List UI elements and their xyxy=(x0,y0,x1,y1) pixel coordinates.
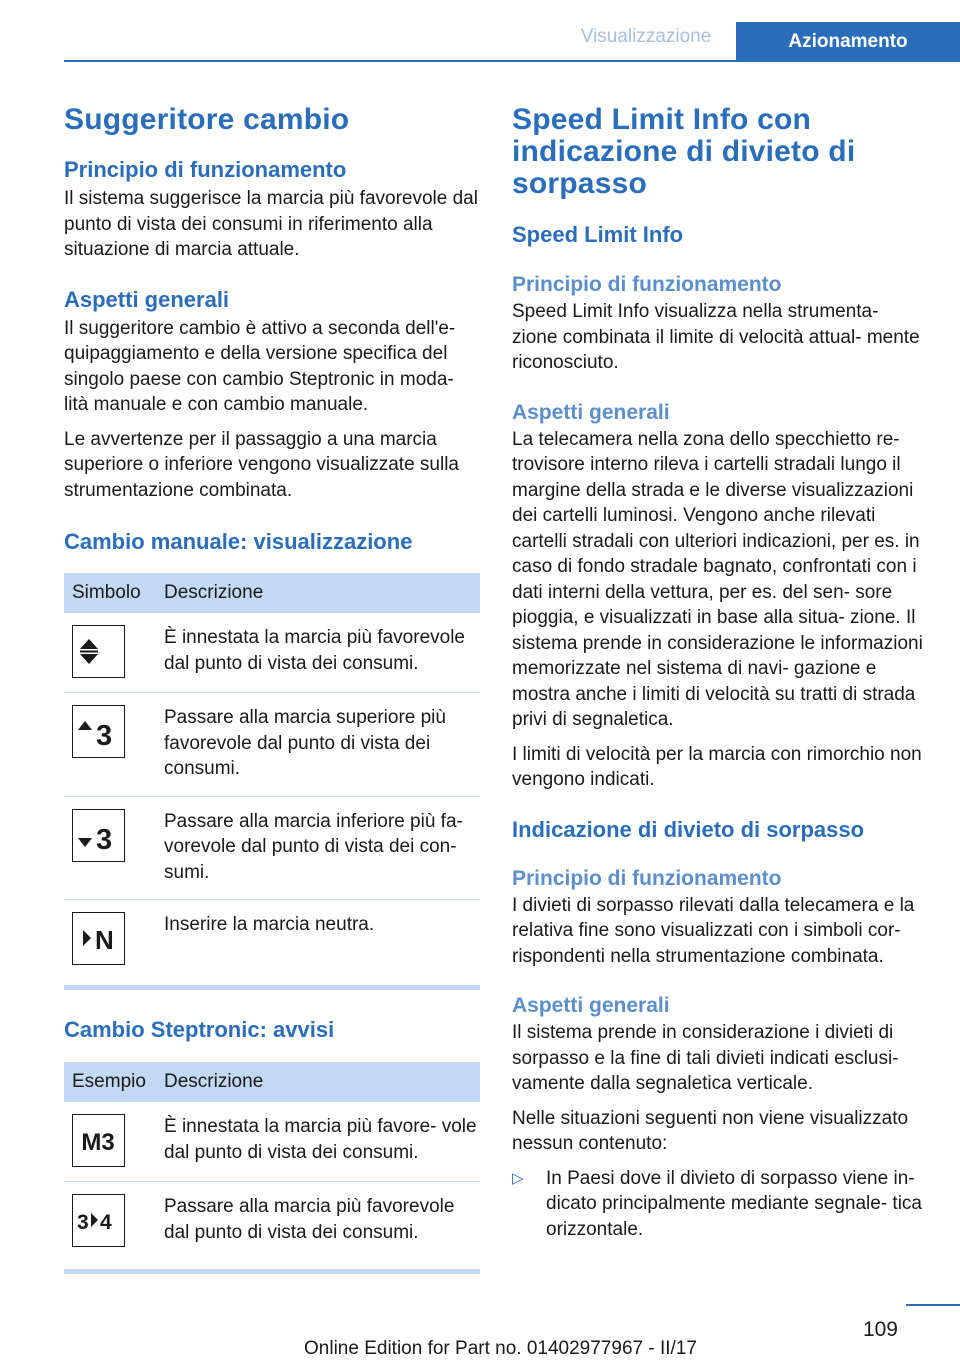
table-row xyxy=(64,796,480,900)
page-header xyxy=(0,0,960,62)
manuale-col-simbolo: Simbolo xyxy=(64,573,156,613)
header-rule xyxy=(64,60,960,62)
steptronic-row-2-text: Passare alla marcia più favorevole dal punto di vista dei consumi. xyxy=(164,1196,455,1243)
manuale-row-1-text: È innestata la marcia più favorevole dal punto di vista dei consumi. xyxy=(156,613,480,693)
tab-azionamento[interactable]: Azionamento xyxy=(736,22,960,62)
heading-aspetti-sli: Aspetti generali xyxy=(512,400,670,424)
tab-visualizzazione[interactable]: Visualizzazione xyxy=(580,26,712,47)
principio-text: Il sistema suggerisce la marcia più favorevole dal punto di vista dei consumi in riferimento alla situazione di marcia attuale. xyxy=(64,188,478,260)
aspetti-sli-text-1: La telecamera nella zona dello specchietto re- trovisore interno rileva i cartelli stradali lungo il margine della strada e le diverse visualizzazioni dei cartelli luminosi. Vengono anche rilevati cartelli stradali con ulteriori indicazioni, per es. in caso di fondo stradale bagnato, confrontati con i dati interni della vettura, per es. del sen- sore pioggia, e visualizzati in base alla situa- zione. Il sistema prende in considerazione le informazioni memorizzate nel sistema di navi- gazione e mostra anche i limiti di velocità su tratti di strada privi di segnaletica. xyxy=(512,428,923,730)
manuale-col-descrizione: Descrizione xyxy=(156,573,480,613)
aspetti-text-1: Il suggeritore cambio è attivo a seconda dell'e- quipaggiamento e della versione specifica del singolo paese con cambio Steptronic in moda- lità manuale e con cambio manuale. xyxy=(64,317,456,415)
shift-up-3-label: 3 xyxy=(96,720,113,752)
principio-divieto-text: I divieti di sorpasso rilevati dalla telecamera e la relativa fine sono visualizzati con i simboli cor- rispondenti nella strumentazione combinata. xyxy=(512,894,915,967)
manuale-row-2-text: Passare alla marcia superiore più favorevole dal punto di vista dei consumi. xyxy=(156,693,480,797)
gear-4-label: 4 xyxy=(100,1211,112,1234)
neutral-n-label: N xyxy=(95,925,114,955)
table-row xyxy=(64,693,480,797)
manuale-row-3-text: Passare alla marcia inferiore più fa- vorevole dal punto di vista dei con- sumi. xyxy=(156,796,480,900)
left-column xyxy=(64,100,480,1274)
aspetti-divieto-text-2: Nelle situazioni seguenti non viene visualizzato nessun contenuto: xyxy=(512,1107,909,1154)
steptronic-col-esempio: Esempio xyxy=(64,1062,156,1102)
table-row xyxy=(64,1182,480,1262)
manuale-table xyxy=(64,573,480,979)
shift-up-3-icon xyxy=(72,705,125,758)
principio-sli-text: Speed Limit Info visualizza nella strumenta- zione combinata il limite di velocità attual- mente riconosciuto. xyxy=(512,301,920,373)
heading-aspetti: Aspetti generali xyxy=(64,286,230,312)
section-title-suggeritore: Suggeritore cambio xyxy=(64,103,350,136)
heading-speed-limit-info: Speed Limit Info xyxy=(512,222,684,247)
bullet-text: In Paesi dove il divieto di sorpasso viene in- dicato principalmente mediante segnale- tica orizzontale. xyxy=(546,1167,922,1240)
steptronic-col-descrizione: Descrizione xyxy=(156,1062,480,1102)
m3-icon xyxy=(72,1114,125,1167)
shift-optimal-icon xyxy=(72,625,125,678)
section-title-speed-limit: Speed Limit Info con indicazione di divieto di sorpasso xyxy=(512,103,856,200)
shift-down-3-label: 3 xyxy=(96,823,113,856)
neutral-n-icon xyxy=(72,912,125,965)
list-item xyxy=(512,1166,926,1243)
bullet-triangle-icon: ▷ xyxy=(512,1169,524,1187)
manuale-row-4-text: Inserire la marcia neutra. xyxy=(164,914,375,935)
aspetti-text-2: Le avvertenze per il passaggio a una marcia superiore o inferiore vengono visualizzate sulla strumentazione combinata. xyxy=(64,428,460,501)
table-row xyxy=(64,613,480,693)
steptronic-table xyxy=(64,1062,480,1261)
table-row xyxy=(64,1102,480,1182)
edition-note: Online Edition for Part no. 01402977967 - II/17 xyxy=(304,1338,697,1359)
heading-principio: Principio di funzionamento xyxy=(64,157,347,182)
steptronic-table-footer xyxy=(64,1269,480,1274)
gear-3-label: 3 xyxy=(77,1211,89,1234)
page-number: 109 xyxy=(862,1318,898,1341)
heading-principio-sli: Principio di funzionamento xyxy=(512,273,782,296)
m3-icon-label: M3 xyxy=(81,1129,115,1156)
right-column xyxy=(512,100,926,1242)
heading-cambio-manuale: Cambio manuale: visualizzazione xyxy=(64,529,413,554)
gear-3-to-4-icon xyxy=(72,1194,125,1247)
aspetti-divieto-text-1: Il sistema prende in considerazione i divieti di sorpasso e la fine di tali divieti indicati esclusi- vamente dalla segnaletica verticale. xyxy=(512,1022,899,1094)
heading-principio-divieto: Principio di funzionamento xyxy=(512,866,782,890)
footer-rule xyxy=(906,1304,960,1306)
table-row xyxy=(64,900,480,980)
shift-down-3-icon xyxy=(72,809,125,862)
aspetti-sli-text-2: I limiti di velocità per la marcia con rimorchio non vengono indicati. xyxy=(512,743,922,790)
steptronic-row-1-text: È innestata la marcia più favore- vole dal punto di vista dei consumi. xyxy=(156,1102,480,1182)
manuale-table-footer xyxy=(64,985,480,990)
heading-divieto-sorpasso: Indicazione di divieto di sorpasso xyxy=(512,816,865,842)
heading-aspetti-divieto: Aspetti generali xyxy=(512,994,670,1017)
bullet-list xyxy=(512,1166,926,1243)
heading-cambio-steptronic: Cambio Steptronic: avvisi xyxy=(64,1017,335,1042)
